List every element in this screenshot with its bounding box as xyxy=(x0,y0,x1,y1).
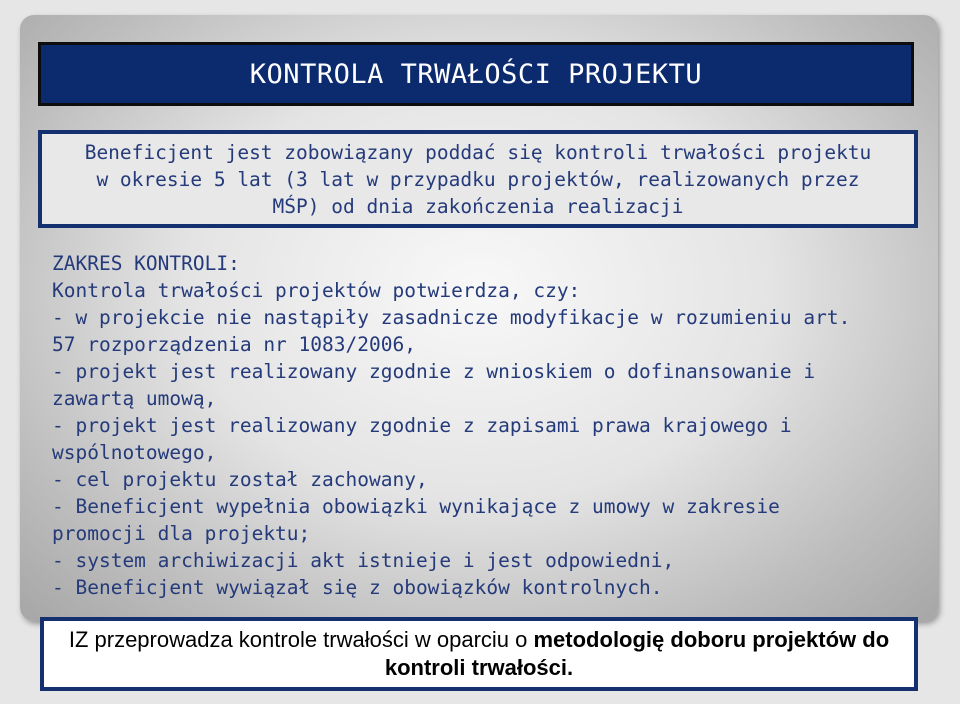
methodology-text-normal: IZ przeprowadza kontrole trwałości w oparciu o xyxy=(68,627,534,652)
intro-line: Beneficjent jest zobowiązany poddać się kontroli trwałości projektu xyxy=(84,140,872,164)
scope-line: - Beneficjent wywiązał się z obowiązków kontrolnych. xyxy=(52,576,663,599)
intro-line: MŚP) od dnia zakończenia realizacji xyxy=(272,194,684,218)
scope-line: - system archiwizacji akt istnieje i jest odpowiedni, xyxy=(52,549,675,572)
scope-line: wspólnotowego, xyxy=(52,441,217,464)
methodology-text xyxy=(59,626,899,682)
methodology-box xyxy=(40,617,918,691)
scope-line: - Beneficjent wypełnia obowiązki wynikające z umowy w zakresie xyxy=(52,495,780,518)
page-title: KONTROLA TRWAŁOŚCI PROJEKTU xyxy=(249,58,703,90)
scope-line: Kontrola trwałości projektów potwierdza, czy: xyxy=(52,279,581,302)
intro-line: w okresie 5 lat (3 lat w przypadku projektów, realizowanych przez xyxy=(96,167,860,191)
scope-line: - projekt jest realizowany zgodnie z zapisami prawa krajowego i xyxy=(52,414,792,437)
title-bar xyxy=(38,42,914,106)
methodology-text-bold: metodologię doboru projektów do kontroli trwałości. xyxy=(384,627,890,680)
scope-line: promocji dla projektu; xyxy=(52,522,311,545)
intro-text xyxy=(58,139,898,220)
scope-line: zawartą umową, xyxy=(52,387,217,410)
scope-line: - projekt jest realizowany zgodnie z wnioskiem o dofinansowanie i xyxy=(52,360,816,383)
scope-line: 57 rozporządzenia nr 1083/2006, xyxy=(52,333,416,356)
control-scope-text xyxy=(52,250,912,601)
scope-line: - w projekcie nie nastąpiły zasadnicze modyfikacje w rozumieniu art. xyxy=(52,306,851,329)
intro-box xyxy=(38,130,918,228)
scope-line: - cel projektu został zachowany, xyxy=(52,468,428,491)
scope-heading: ZAKRES KONTROLI: xyxy=(52,252,240,275)
